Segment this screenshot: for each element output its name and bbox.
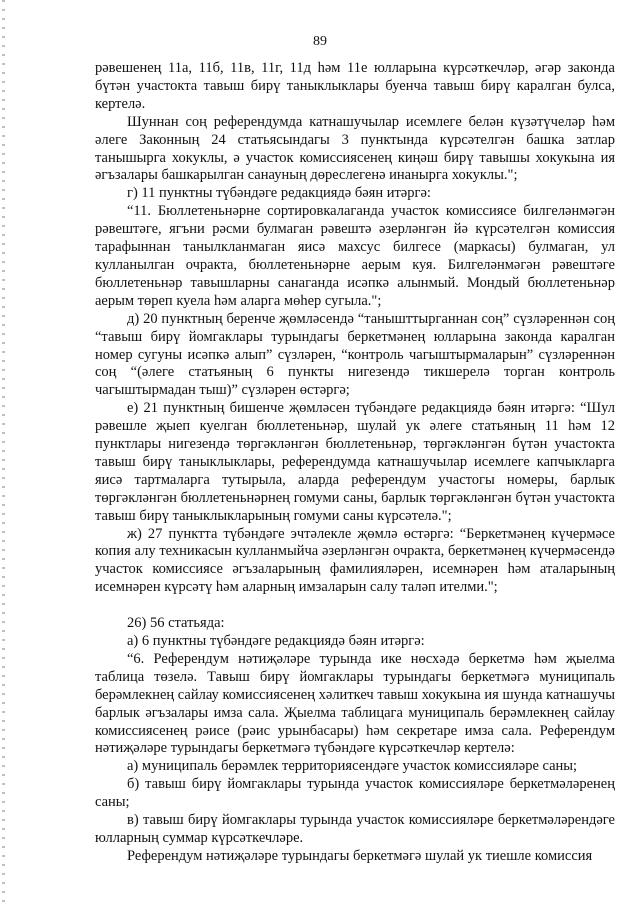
paragraph: д) 20 пунктның беренче җөмләсендә “танышттырганнан соң” сүзләреннән соң “тавыш бирү йомгаклары турындагы беркетмәнең юлларына законда каралган номер сугуны исәпкә алып” сүзләрен, “контроль чагыштырмаларын” сүзләреннән соң “(әлеге статьяның 6 пункты нигезендә тикшерелә торган контроль чагыштырмадан тыш)” сүзләрен өстәргә; xyxy=(95,310,615,399)
paragraph-gap xyxy=(95,597,615,615)
list-item: а) муниципаль берәмлек территориясендәге участок комиссияләре саны; xyxy=(127,758,578,775)
document-body xyxy=(95,60,615,866)
paragraph: а) 6 пунктны түбәндәге редакциядә бәян итәргә: xyxy=(127,632,425,649)
page-number: 89 xyxy=(313,34,327,49)
paragraph: “6. Референдум нәтиҗәләре турында ике нөсхәдә беркетмә һәм җыелма таблица төзелә. Тавыш бирү йомгаклары турындагы беркетмәгә муниципаль берәмлекнең сайлау комиссиясенең хәлиткеч тавыш хокукына ия шунда катнашучы барлык әгъзалары имза сала. Җыелма таблицага муниципаль берәмлекнең сайлау комиссиясенең рәисе (рәис урынбасары) һәм секретаре имза сала. Референдум нәтиҗәләре турындагы беркетмәгә түбәндәге күрсәткечләр кертелә: xyxy=(95,650,615,757)
section-heading: 26) 56 статьяда: xyxy=(127,615,225,632)
paragraph: “11. Бюллетеньнәрне сортировкалаганда участок комиссиясе билгеләнмәгән рәвештәге, ягъни рәсми булмаган рәвештә әзерләнгән йә күрсәтелгән комиссия тарафыннан танылкланмаган яисә махсус билгесе (маркасы) булмаган, ул кулланылган очракта, бюллетеньнәрне аерым куя. Билгеләнмәгән рәвештәге бюллетеньнәр тавышларны санаганда исәпкә алынмый. Мондый бюллетеньнәр аерым төреп куела һәм аларга мөһер сугыла."; xyxy=(95,203,615,309)
paragraph: г) 11 пунктны түбәндәге редакциядә бәян итәргә: xyxy=(127,185,431,202)
scan-edge-marks xyxy=(2,0,5,905)
paragraph: е) 21 пунктның бишенче җөмләсен түбәндәге редакциядә бәян итәргә: “Шул рәвешле җыеп куелган бюллетеньнәр, шулай ук әлеге статьяның 11 һәм 12 пунктлары нигезендә төргәкләнгән бюллетеньнәр, төргәкләнгән бүтән участокта тавыш бирү таныклыклары, референдумда катнашучылар исемлеге капчыкларга яисә тартмаларга тутырыла, аларда референдум участогы номеры, барлык төргәкләнгән бюллетеньнәрнең гомуми саны, барлык төргәкләнгән бүтән участокта тавыш бирү таныклыкларының гомуми саны күрсәтелә."; xyxy=(95,400,615,524)
paragraph: ж) 27 пунктта түбәндәге эчтәлекле җөмлә өстәргә: “Беркетмәнең күчермәсе копия алу техникасын кулланмыйча әзерләнгән очракта, беркетмәнең күчермәсендә участок комиссиясе әгъзаларының фамилияләрен, исемнәрен һәм аталарының исемнәрен күрсәтү һәм аларның имзаларын салу таләп ителми."; xyxy=(95,525,615,596)
list-item: б) тавыш бирү йомгаклары турында участок комиссияләре беркетмәләренең саны; xyxy=(95,776,615,811)
paragraph: рәвешенең 11а, 11б, 11в, 11г, 11д һәм 11е юлларына күрсәткечләр, әгәр законда бүтән участокта тавыш бирү таныклыклары буенча тавыш бирү каралган булса, кертелә. xyxy=(95,60,615,112)
list-item: в) тавыш бирү йомгаклары турында участок комиссияләре беркетмәләрендәге юлларның суммар күрсәткечләре. xyxy=(95,812,615,846)
paragraph: Референдум нәтиҗәләре турындагы беркетмәгә шулай ук тиешле комиссия xyxy=(127,847,593,864)
paragraph: Шуннан соң референдумда катнашучылар исемлеге белән күзәтүчеләр һәм әлеге Законның 24 статьясындагы 3 пунктында күрсәтелгән башка затлар танышырга хокуклы, ә участок комиссиясенең киңәш бирү тавышы хокукына ия әгъзалары башкарылган санауның дөреслегенә инанырга хокуклы."; xyxy=(95,113,615,184)
